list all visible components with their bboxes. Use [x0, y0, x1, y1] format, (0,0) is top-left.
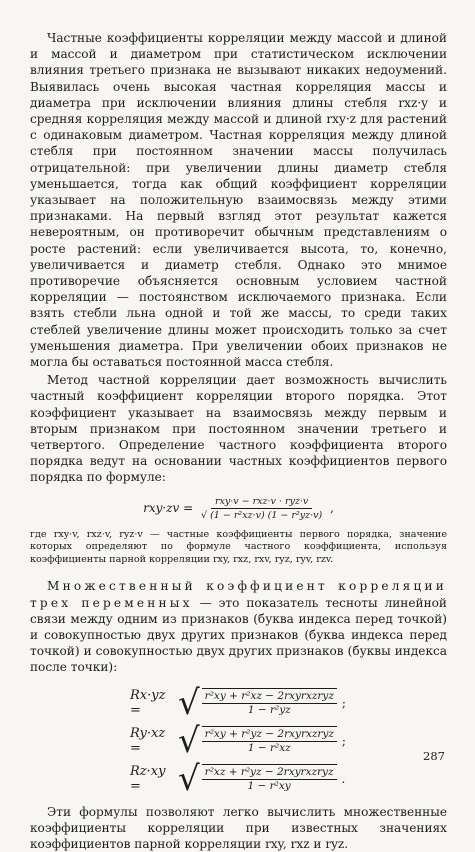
formula-multiple-x: [130, 684, 447, 722]
formula-denominator: 1 − r²xz: [247, 742, 291, 755]
sqrt-icon: √: [178, 720, 200, 761]
formula-tail: ,: [330, 500, 334, 515]
formula-fraction: [202, 764, 337, 793]
formula-denominator: √ (1 − r²xz·v) (1 − r²yz·v): [201, 509, 323, 521]
term-multiple-correlation: Множественный коэффициент корреляции трех переменных: [30, 579, 447, 610]
page-number: 287: [423, 749, 445, 763]
formula-second-order-partial: [30, 496, 447, 521]
formula-multiple-y: [130, 722, 447, 760]
formula-lhs: Rx·yz =: [130, 687, 166, 718]
sqrt-icon: √: [178, 682, 200, 723]
formula-tail: ;: [341, 695, 346, 710]
formula-numerator: r²xy + r²xz − 2rxyrxzryz: [202, 690, 337, 704]
paragraph-second-order-method: Метод частной корреляции дает возможность вычислить частный коэффициент корреляции второго порядка. Этот коэффициент указывает на взаимосвязь между первым и вторым признаком при постоянном значении третьего и четвертого. Определение частного коэффициента второго порядка ведут на основании частных коэффициентов первого порядка по формуле:: [30, 373, 447, 485]
formula-denominator: 1 − r²yz: [247, 704, 291, 717]
formula-fraction: [197, 496, 326, 521]
formula-lhs: Ry·xz =: [130, 725, 166, 756]
formula-tail: .: [341, 771, 346, 786]
formula-fraction: [202, 726, 337, 755]
formula-lhs: rxy·zv =: [143, 500, 194, 515]
formula-numerator: r²xy + r²yz − 2rxyrxzryz: [202, 728, 337, 742]
formula-numerator: r²xz + r²yz − 2rxyrxzryz: [202, 766, 337, 780]
formula-note: где rxy·v, rxz·v, ryz·v — частные коэффициенты первого порядка, значение которых определяют по формуле частного коэффициента, используя коэффициенты парной корреляции rxy, rxz, rxv, ryz, ryv, rzv.: [30, 528, 447, 565]
sqrt-icon: √: [178, 758, 200, 799]
paragraph-multiple-correlation-text: — это показатель тесноты линейной связи между одним из признаков (буква индекса перед точкой) и совокупностью двух других признаков (буква индекса перед точкой) и совокупностью двух других признаков (буквы индекса после точки):: [30, 595, 447, 675]
formula-tail: ;: [341, 733, 346, 748]
formula-list-multiple: [130, 684, 447, 798]
paragraph-conclusion: Эти формулы позволяют легко вычислить множественные коэффициенты корреляции при известных значениях коэффициентов парной корреляции rxy, rxz и ryz.: [30, 804, 447, 852]
paragraph-multiple-correlation: [30, 578, 447, 675]
paragraph-partial-correlation-discussion: Частные коэффициенты корреляции между массой и длиной и массой и диаметром при статистическом исключении влияния третьего признака не вызывают никаких недоумений. Выявилась очень высокая частная корреляция массы и диаметра при исключении влияния длины стебля rxz·y и средняя корреляция между массой и длиной rxy·z для растений с одинаковым диаметром. Частная корреляция между длиной стебля при постоянном значении массы получилась отрицательной: при увеличении длины диаметр стебля уменьшается, тогда как общий коэффициент корреляции указывает на положительную взаимосвязь между этими признаками. На первый взгляд этот результат кажется невероятным, он противоречит обычным представлениям о росте растений: если увеличивается высота, то, конечно, увеличивается и диаметр стебля. Однако это мнимое противоречие объясняется основным условием частной корреляции — постоянством исключаемого признака. Если взять стебли льна одной и той же массы, то среди таких стеблей увеличение длины может происходить только за счет уменьшения диаметра. При увеличении обоих признаков не могла бы оставаться постоянной масса стебля.: [30, 31, 447, 370]
formula-multiple-z: [130, 760, 447, 798]
formula-denominator: 1 − r²xy: [247, 780, 291, 793]
formula-lhs: Rz·xy =: [130, 763, 166, 794]
formula-numerator: rxy·v − rxz·v · ryz·v: [211, 496, 312, 509]
formula-fraction: [202, 688, 337, 717]
